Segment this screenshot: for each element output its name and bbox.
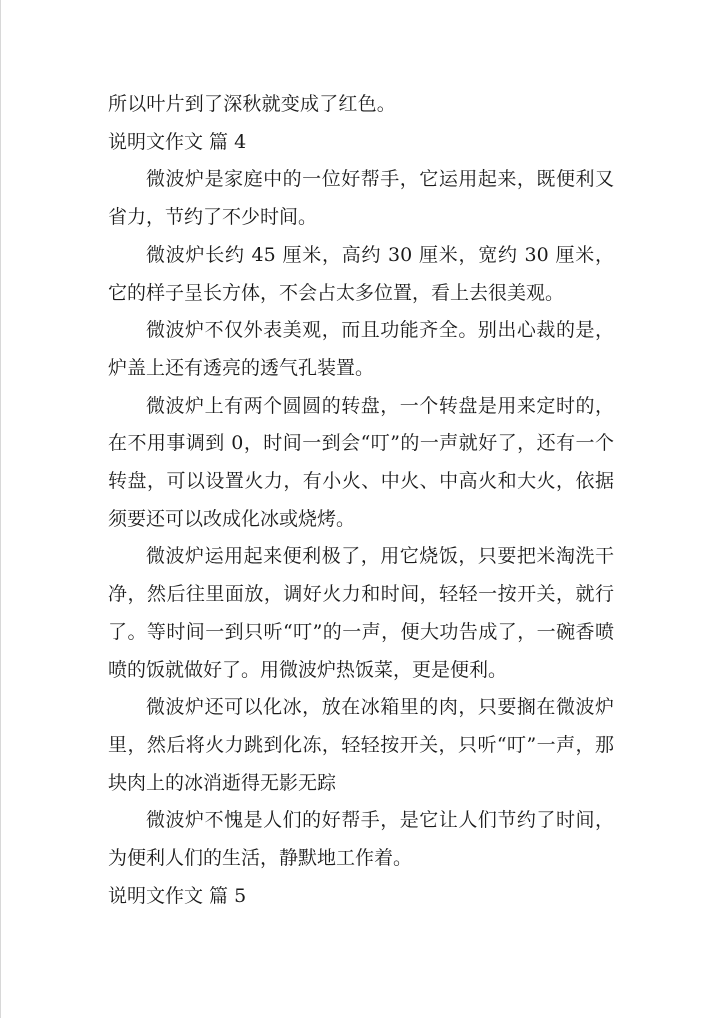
carryover-line: 所以叶片到了深秋就变成了红色。 [108, 93, 397, 115]
page-edge [0, 0, 1, 1018]
paragraph-6: 微波炉还可以化冰，放在冰箱里的肉，只要搁在微波炉里，然后将火力跳到化冻，轻轻按开关，只听“叮”一声，那块肉上的冰消逝得无影无踪 [108, 696, 614, 794]
paragraph-1: 微波炉是家庭中的一位好帮手，它运用起来，既便利又省力，节约了不少时间。 [108, 168, 614, 229]
paragraph-3: 微波炉不仅外表美观，而且功能齐全。别出心裁的是，炉盖上还有透亮的透气孔装置。 [108, 319, 614, 379]
section-4-heading: 说明文作文 篇 4 [108, 130, 247, 153]
paragraph-5: 微波炉运用起来便利极了，用它烧饭，只要把米淘洗干净，然后往里面放，调好火力和时间，轻轻一按开关，就行了。等时间一到只听“叮”的一声，便大功告成了，一碗香喷喷的饭就做好了。用微波炉热饭菜，更是便利。 [108, 545, 614, 681]
paragraph-7: 微波炉不愧是人们的好帮手，是它让人们节约了时间，为便利人们的生活，静默地工作着。 [108, 809, 614, 870]
paragraph-2: 微波炉长约 45 厘米，高约 30 厘米，宽约 30 厘米，它的样子呈长方体，不会占太多位置，看上去很美观。 [108, 243, 614, 304]
section-5-heading: 说明文作文 篇 5 [108, 884, 247, 907]
document-body [108, 86, 614, 915]
paragraph-4: 微波炉上有两个圆圆的转盘，一个转盘是用来定时的，在不用事调到 0，时间一到会“叮”的一声就好了，还有一个转盘，可以设置火力，有小火、中火、中高火和大火，依据须要还可以改成化冰或烧烤。 [108, 394, 614, 530]
